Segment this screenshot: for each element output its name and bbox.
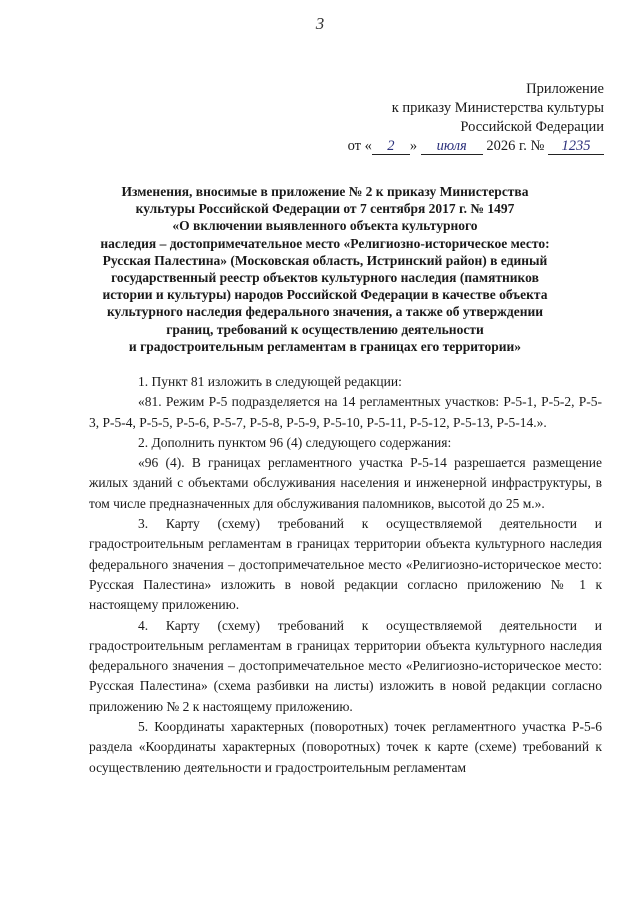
- page-number: 3: [315, 14, 325, 33]
- document-title: [88, 183, 562, 355]
- title-line: «О включении выявленного объекта культурного: [172, 218, 478, 234]
- paragraph-item-3: 3. Карту (схему) требований к осуществляемой деятельности и градостроительным регламентам в границах территории объекта культурного наследия федерального значения – достопримечательное место «Религиозно-историческое место: Русская Палестина» изложить в новой редакции согласно приложению № 1 к настоящему приложению.: [89, 516, 602, 613]
- appendix-order-ref: к приказу Министерства культуры: [391, 100, 604, 116]
- title-line: культуры Российской Федерации от 7 сентября 2017 г. № 1497: [135, 201, 515, 217]
- title-line: и градостроительным регламентам в границах его территории»: [128, 338, 522, 354]
- document-body: [89, 372, 602, 778]
- date-prefix: от «: [347, 138, 372, 154]
- appendix-ministry: Российской Федерации: [460, 119, 604, 135]
- date-mid: »: [409, 138, 418, 154]
- handwritten-day: 2: [372, 138, 410, 155]
- title-line: Изменения, вносимые в приложение № 2 к приказу Министерства: [121, 184, 529, 199]
- paragraph-quote-96-4: «96 (4). В границах регламентного участка Р-5-14 разрешается размещение жилых зданий с объектами обслуживания населения и инженерной инфраструктуры, в том числе предназначенных для обслуживания паломников, высотой до 25 м.».: [89, 455, 602, 511]
- title-line: культурного наследия федерального значения, а также об утверждении: [106, 304, 544, 320]
- appendix-label: Приложение: [526, 81, 604, 97]
- paragraph-item-2: 2. Дополнить пунктом 96 (4) следующего содержания:: [138, 434, 452, 450]
- paragraph-item-1: 1. Пункт 81 изложить в следующей редакции:: [138, 374, 402, 389]
- paragraph-quote-81: «81. Режим Р-5 подразделяется на 14 регламентных участков: Р-5-1, Р-5-2, Р-5-3, Р-5-4, Р-5-5, Р-5-6, Р-5-7, Р-5-8, Р-5-9, Р-5-10, Р-5-11, Р-5-12, Р-5-13, Р-5-14.».: [89, 394, 602, 430]
- title-line: границ, требований к осуществлению деятельности: [166, 321, 484, 337]
- handwritten-order-number: 1235: [548, 138, 604, 155]
- title-line: истории и культуры) народов Российской Федерации в качестве объекта: [102, 287, 548, 303]
- handwritten-month: июля: [421, 138, 483, 155]
- paragraph-item-4: 4. Карту (схему) требований к осуществляемой деятельности и градостроительным регламентам в границах территории объекта культурного наследия федерального значения – достопримечательное место «Религиозно-историческое место: Русская Палестина» (схема разбивки на листы) изложить в новой редакции согласно приложению № 2 к настоящему приложению.: [89, 617, 602, 714]
- appendix-header: [348, 80, 604, 156]
- title-line: наследия – достопримечательное место «Религиозно-историческое место:: [100, 235, 550, 251]
- appendix-date-line: [348, 137, 604, 156]
- paragraph-item-5: 5. Координаты характерных (поворотных) точек регламентного участка Р-5-6 раздела «Координаты характерных (поворотных) точек к карте (схеме) требований к осуществлению деятельности и градостроительным регламентам: [89, 719, 602, 775]
- title-line: государственный реестр объектов культурного наследия (памятников: [111, 270, 539, 286]
- title-line: Русская Палестина» (Московская область, Истринский район) в единый: [102, 252, 548, 268]
- year-text: 2026 г. №: [486, 138, 545, 154]
